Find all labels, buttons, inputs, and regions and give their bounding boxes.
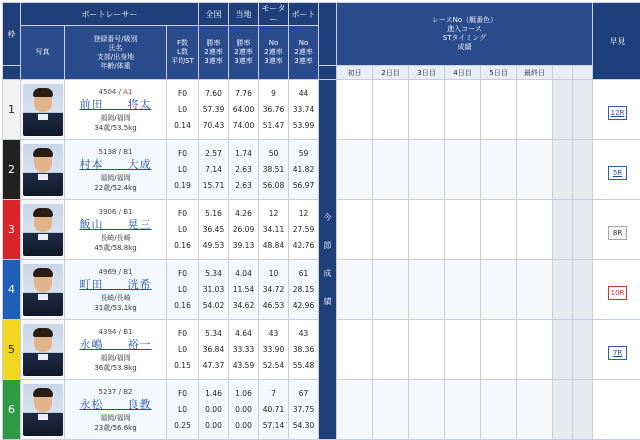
- racer-age-weight: 22歳/52.4kg: [65, 183, 166, 193]
- frame-number: 5: [3, 320, 21, 380]
- stat-value: 36.84: [199, 342, 228, 358]
- boat-stats-cell: [289, 380, 319, 440]
- racer-photo: [23, 384, 63, 436]
- motor-stats-cell: [259, 320, 289, 380]
- racer-name-link[interactable]: 永嶋 裕一: [65, 337, 166, 353]
- boat-stats-cell: [289, 200, 319, 260]
- local-stats-cell: [229, 260, 259, 320]
- stat-value: 4.04: [229, 266, 258, 282]
- stat-value: 26.09: [229, 222, 258, 238]
- stat-value: 37.75: [289, 402, 318, 418]
- extra-result-cell: [573, 320, 593, 380]
- racer-row: [3, 80, 640, 140]
- extra-result-cell: [553, 140, 573, 200]
- l-count-label: L数: [167, 48, 198, 57]
- stat-value: F0: [167, 206, 198, 222]
- stat-value: 0.16: [167, 298, 198, 314]
- stat-value: 0.00: [199, 418, 228, 434]
- racer-class: B1: [123, 148, 132, 156]
- boat-racer-header: ボートレーサー: [21, 3, 199, 26]
- stat-value: F0: [167, 386, 198, 402]
- stat-value: 9: [259, 86, 288, 102]
- race-entry-board: [2, 2, 638, 424]
- racer-photo-cell: [21, 200, 65, 260]
- day-result-cell: [445, 140, 481, 200]
- day-result-cell: [445, 320, 481, 380]
- stat-value: 36.76: [259, 102, 288, 118]
- rate-label: No: [259, 39, 288, 48]
- day-result-cell: [445, 380, 481, 440]
- local-header: 当地: [229, 3, 259, 26]
- racer-branch: 福岡/福岡: [65, 353, 166, 363]
- stat-value: 43.59: [229, 358, 258, 374]
- day-result-cell: [517, 260, 553, 320]
- day-header: 初日: [337, 66, 373, 80]
- racer-info-cell: [65, 320, 167, 380]
- stat-value: 0.00: [229, 402, 258, 418]
- racer-photo-cell: [21, 320, 65, 380]
- boat-header: ボート: [289, 3, 319, 26]
- prediction-cell: [593, 80, 640, 140]
- racer-branch: 福岡/福岡: [65, 113, 166, 123]
- boat-stats-cell: [289, 260, 319, 320]
- prediction-race-link[interactable]: 8R: [608, 226, 627, 240]
- prediction-cell: [593, 380, 640, 440]
- local-stats-cell: [229, 380, 259, 440]
- stat-value: 0.00: [229, 418, 258, 434]
- registration-number: 5138: [99, 148, 117, 156]
- registration-number: 4504: [99, 88, 117, 96]
- stat-value: 33.90: [259, 342, 288, 358]
- prediction-race-link[interactable]: 5R: [608, 166, 627, 180]
- race-info-line: レースNo（艇番色）: [337, 16, 592, 25]
- racer-info-cell: [65, 80, 167, 140]
- racer-photo-cell: [21, 260, 65, 320]
- motor-stats-cell: [259, 200, 289, 260]
- stat-value: 50: [259, 146, 288, 162]
- racer-photo: [23, 144, 63, 196]
- stat-value: F0: [167, 326, 198, 342]
- motor-header: モーター: [259, 3, 289, 26]
- stat-value: 34.72: [259, 282, 288, 298]
- race-info-line: STタイミング: [337, 34, 592, 43]
- day-header: 3日目: [409, 66, 445, 80]
- stat-value: 42.96: [289, 298, 318, 314]
- rate-label: 3連率: [199, 57, 228, 66]
- stat-value: 54.02: [199, 298, 228, 314]
- day-result-cell: [481, 80, 517, 140]
- fl-st-cell: [167, 260, 199, 320]
- stat-value: 5.34: [199, 326, 228, 342]
- stat-value: 5.34: [199, 266, 228, 282]
- registration-number: 5237: [99, 388, 117, 396]
- extra-result-cell: [573, 260, 593, 320]
- prediction-race-link[interactable]: 7R: [608, 346, 627, 360]
- stat-value: 39.13: [229, 238, 258, 254]
- racer-photo-cell: [21, 140, 65, 200]
- day-result-cell: [373, 380, 409, 440]
- konsetsu-char: 成: [319, 260, 336, 288]
- fl-st-cell: [167, 320, 199, 380]
- registration-number: 4394: [99, 328, 117, 336]
- stat-value: 67: [289, 386, 318, 402]
- stat-value: 7.60: [199, 86, 228, 102]
- local-stats-cell: [229, 320, 259, 380]
- race-info-header: [337, 3, 593, 66]
- day-result-cell: [481, 380, 517, 440]
- stat-value: 56.08: [259, 178, 288, 194]
- racer-photo: [23, 84, 63, 136]
- stat-value: 33.74: [289, 102, 318, 118]
- stat-value: 34.62: [229, 298, 258, 314]
- racer-registration: 4969 / B1: [65, 267, 166, 277]
- boat-stats-cell: [289, 80, 319, 140]
- racer-name-link[interactable]: 飯山 晃三: [65, 217, 166, 233]
- racer-photo: [23, 204, 63, 256]
- racer-branch: 福岡/福岡: [65, 173, 166, 183]
- stat-value: 11.54: [229, 282, 258, 298]
- stat-value: 10: [259, 266, 288, 282]
- stat-value: 28.15: [289, 282, 318, 298]
- day-header: 最終日: [517, 66, 553, 80]
- stat-value: 49.53: [199, 238, 228, 254]
- stat-value: 51.47: [259, 118, 288, 134]
- national-stats-cell: [199, 260, 229, 320]
- stat-value: 57.39: [199, 102, 228, 118]
- racer-class: B1: [123, 268, 132, 276]
- day-result-cell: [409, 80, 445, 140]
- stat-value: 70.43: [199, 118, 228, 134]
- racer-info-line: 氏名: [65, 44, 166, 53]
- stat-value: 40.71: [259, 402, 288, 418]
- prediction-cell: [593, 320, 640, 380]
- stat-value: 1.06: [229, 386, 258, 402]
- registration-number: 4969: [99, 268, 117, 276]
- race-info-line: 成績: [337, 43, 592, 52]
- stat-value: 0.15: [167, 358, 198, 374]
- boat-rates-header: [289, 26, 319, 80]
- racer-branch: 長崎/長崎: [65, 293, 166, 303]
- boat-stats-cell: [289, 140, 319, 200]
- day-result-cell: [517, 80, 553, 140]
- day-result-cell: [373, 260, 409, 320]
- national-stats-cell: [199, 140, 229, 200]
- konsetsu-label: [319, 80, 337, 440]
- stat-value: 2.63: [229, 178, 258, 194]
- extra-result-cell: [553, 380, 573, 440]
- national-stats-cell: [199, 80, 229, 140]
- racer-info-line: 支部/出身地: [65, 53, 166, 62]
- racer-name-link[interactable]: 永松 良教: [65, 397, 166, 413]
- day-result-cell: [481, 260, 517, 320]
- avg-st-label: 平均ST: [167, 57, 198, 66]
- stat-value: 2.63: [229, 162, 258, 178]
- stat-value: 7.76: [229, 86, 258, 102]
- racer-info-cell: [65, 140, 167, 200]
- stat-value: 46.53: [259, 298, 288, 314]
- extra-result-cell: [573, 200, 593, 260]
- racer-age-weight: 36歳/53.8kg: [65, 363, 166, 373]
- stat-value: 0.00: [199, 402, 228, 418]
- race-info-line: 進入コース: [337, 25, 592, 34]
- extra-result-cell: [573, 380, 593, 440]
- racer-age-weight: 45歳/58.8kg: [65, 243, 166, 253]
- frame-number: 2: [3, 140, 21, 200]
- stat-value: 48.84: [259, 238, 288, 254]
- racer-class: B2: [123, 388, 132, 396]
- stat-value: 34.11: [259, 222, 288, 238]
- rate-label: 3連率: [289, 57, 318, 66]
- stat-value: 15.71: [199, 178, 228, 194]
- frame-number: 6: [3, 380, 21, 440]
- racer-info-header: [65, 26, 167, 80]
- stat-value: L0: [167, 102, 198, 118]
- day-result-cell: [481, 200, 517, 260]
- day-result-cell: [337, 140, 373, 200]
- stat-value: 4.26: [229, 206, 258, 222]
- stat-value: 64.00: [229, 102, 258, 118]
- stat-value: L0: [167, 162, 198, 178]
- frame-number: 4: [3, 260, 21, 320]
- day-header: 4日目: [445, 66, 481, 80]
- stat-value: 52.54: [259, 358, 288, 374]
- rate-label: 2連率: [199, 48, 228, 57]
- racer-name-link[interactable]: 前田 将太: [65, 97, 166, 113]
- rate-label: 勝率: [199, 39, 228, 48]
- racer-registration: 4504 / A1: [65, 87, 166, 97]
- motor-stats-cell: [259, 80, 289, 140]
- stat-value: 31.03: [199, 282, 228, 298]
- prediction-cell: [593, 260, 640, 320]
- stat-value: F0: [167, 146, 198, 162]
- fl-st-cell: [167, 380, 199, 440]
- stat-value: L0: [167, 402, 198, 418]
- racer-photo: [23, 264, 63, 316]
- racer-branch: 福岡/福岡: [65, 413, 166, 423]
- rate-label: 3連率: [259, 57, 288, 66]
- motor-rates-header: [259, 26, 289, 80]
- stat-value: 0.19: [167, 178, 198, 194]
- stat-value: 7: [259, 386, 288, 402]
- stat-value: 59: [289, 146, 318, 162]
- stat-value: F0: [167, 266, 198, 282]
- stat-value: 53.99: [289, 118, 318, 134]
- day-result-cell: [409, 140, 445, 200]
- stat-value: F0: [167, 86, 198, 102]
- stat-value: 2.57: [199, 146, 228, 162]
- racer-info-line: 年齢/体重: [65, 62, 166, 71]
- day-result-cell: [409, 200, 445, 260]
- stat-value: 12: [259, 206, 288, 222]
- stat-value: L0: [167, 222, 198, 238]
- day-result-cell: [337, 320, 373, 380]
- divider-header-pad: [319, 66, 337, 80]
- racer-registration: 5237 / B2: [65, 387, 166, 397]
- prediction-cell: [593, 200, 640, 260]
- konsetsu-char: 績: [319, 288, 336, 316]
- stat-value: 41.82: [289, 162, 318, 178]
- local-stats-cell: [229, 200, 259, 260]
- national-rates-header: [199, 26, 229, 80]
- motor-stats-cell: [259, 380, 289, 440]
- local-rates-header: [229, 26, 259, 80]
- day-result-cell: [373, 140, 409, 200]
- day-result-cell: [409, 260, 445, 320]
- day-result-cell: [517, 320, 553, 380]
- stat-value: 47.37: [199, 358, 228, 374]
- stat-value: 43: [259, 326, 288, 342]
- divider-header: [319, 3, 337, 66]
- fl-st-cell: [167, 80, 199, 140]
- stat-value: 38.36: [289, 342, 318, 358]
- racer-photo-cell: [21, 380, 65, 440]
- racer-class: A1: [123, 88, 132, 96]
- stat-value: 0.14: [167, 118, 198, 134]
- racer-info-cell: [65, 200, 167, 260]
- stat-value: L0: [167, 342, 198, 358]
- racer-registration: 5138 / B1: [65, 147, 166, 157]
- stat-value: L0: [167, 282, 198, 298]
- stat-value: 42.76: [289, 238, 318, 254]
- racer-class: B1: [123, 208, 132, 216]
- stat-value: 38.51: [259, 162, 288, 178]
- f-count-label: F数: [167, 39, 198, 48]
- national-stats-cell: [199, 200, 229, 260]
- frame-header-pad: [3, 66, 21, 80]
- stat-value: 44: [289, 86, 318, 102]
- rate-label: 3連率: [229, 57, 258, 66]
- racer-age-weight: 31歳/53.1kg: [65, 303, 166, 313]
- stat-value: 74.00: [229, 118, 258, 134]
- stat-value: 57.14: [259, 418, 288, 434]
- rate-label: No: [289, 39, 318, 48]
- racer-photo-cell: [21, 80, 65, 140]
- stat-value: 7.14: [199, 162, 228, 178]
- national-stats-cell: [199, 320, 229, 380]
- day-result-cell: [409, 320, 445, 380]
- rate-label: 2連率: [259, 48, 288, 57]
- day-result-cell: [337, 380, 373, 440]
- rate-label: 勝率: [229, 39, 258, 48]
- stat-value: 4.64: [229, 326, 258, 342]
- racer-name-link[interactable]: 村本 大成: [65, 157, 166, 173]
- racer-age-weight: 34歳/53.5kg: [65, 123, 166, 133]
- racer-name-link[interactable]: 町田 洸希: [65, 277, 166, 293]
- prediction-cell: [593, 140, 640, 200]
- day-result-cell: [481, 320, 517, 380]
- day-result-cell: [337, 80, 373, 140]
- day-result-cell: [373, 80, 409, 140]
- day-result-cell: [481, 140, 517, 200]
- day-result-cell: [373, 200, 409, 260]
- stat-value: 55.48: [289, 358, 318, 374]
- rate-label: 2連率: [289, 48, 318, 57]
- national-stats-cell: [199, 380, 229, 440]
- day-result-cell: [517, 200, 553, 260]
- local-stats-cell: [229, 140, 259, 200]
- racer-info-line: 登録番号/級別: [65, 35, 166, 44]
- stat-value: 1.74: [229, 146, 258, 162]
- racer-info-cell: [65, 260, 167, 320]
- racer-age-weight: 23歳/56.6kg: [65, 423, 166, 433]
- racer-registration: 3906 / B1: [65, 207, 166, 217]
- fl-st-header: [167, 26, 199, 80]
- frame-number: 1: [3, 80, 21, 140]
- day-header: 2日目: [373, 66, 409, 80]
- konsetsu-char: 節: [319, 232, 336, 260]
- stat-value: 56.97: [289, 178, 318, 194]
- day-result-cell: [373, 320, 409, 380]
- konsetsu-char: 今: [319, 204, 336, 232]
- extra-result-cell: [553, 80, 573, 140]
- day-result-cell: [409, 380, 445, 440]
- rate-label: 2連率: [229, 48, 258, 57]
- local-stats-cell: [229, 80, 259, 140]
- prediction-header: 早見: [593, 3, 640, 80]
- stat-value: 0.25: [167, 418, 198, 434]
- racer-branch: 長崎/長崎: [65, 233, 166, 243]
- stat-value: 5.16: [199, 206, 228, 222]
- fl-st-cell: [167, 200, 199, 260]
- racer-registration: 4394 / B1: [65, 327, 166, 337]
- frame-number: 3: [3, 200, 21, 260]
- racer-photo: [23, 324, 63, 376]
- stat-value: 12: [289, 206, 318, 222]
- racer-class: B1: [123, 328, 132, 336]
- boat-stats-cell: [289, 320, 319, 380]
- stat-value: 33.33: [229, 342, 258, 358]
- day-result-cell: [337, 260, 373, 320]
- national-header: 全国: [199, 3, 229, 26]
- day-result-cell: [445, 200, 481, 260]
- prediction-race-link[interactable]: 10R: [608, 286, 627, 300]
- racer-info-cell: [65, 380, 167, 440]
- stat-value: 54.30: [289, 418, 318, 434]
- photo-header: 写真: [21, 26, 65, 80]
- day-result-cell: [517, 380, 553, 440]
- day-result-cell: [445, 260, 481, 320]
- stat-value: 36.45: [199, 222, 228, 238]
- extra-result-cell: [573, 140, 593, 200]
- stat-value: 27.59: [289, 222, 318, 238]
- day-result-cell: [517, 140, 553, 200]
- extra-result-cell: [553, 260, 573, 320]
- day-result-cell: [337, 200, 373, 260]
- day-result-cell: [445, 80, 481, 140]
- entry-table: [2, 2, 640, 440]
- prediction-race-link[interactable]: 12R: [608, 106, 627, 120]
- fl-st-cell: [167, 140, 199, 200]
- extra-result-cell: [553, 200, 573, 260]
- extra-result-cell: [573, 80, 593, 140]
- stat-value: 61: [289, 266, 318, 282]
- frame-header: 枠: [3, 3, 21, 66]
- stat-value: 43: [289, 326, 318, 342]
- stat-value: 1.46: [199, 386, 228, 402]
- extra-day-header: [573, 66, 593, 80]
- registration-number: 3906: [99, 208, 117, 216]
- extra-day-header: [553, 66, 573, 80]
- extra-result-cell: [553, 320, 573, 380]
- motor-stats-cell: [259, 260, 289, 320]
- day-header: 5日目: [481, 66, 517, 80]
- motor-stats-cell: [259, 140, 289, 200]
- stat-value: 0.16: [167, 238, 198, 254]
